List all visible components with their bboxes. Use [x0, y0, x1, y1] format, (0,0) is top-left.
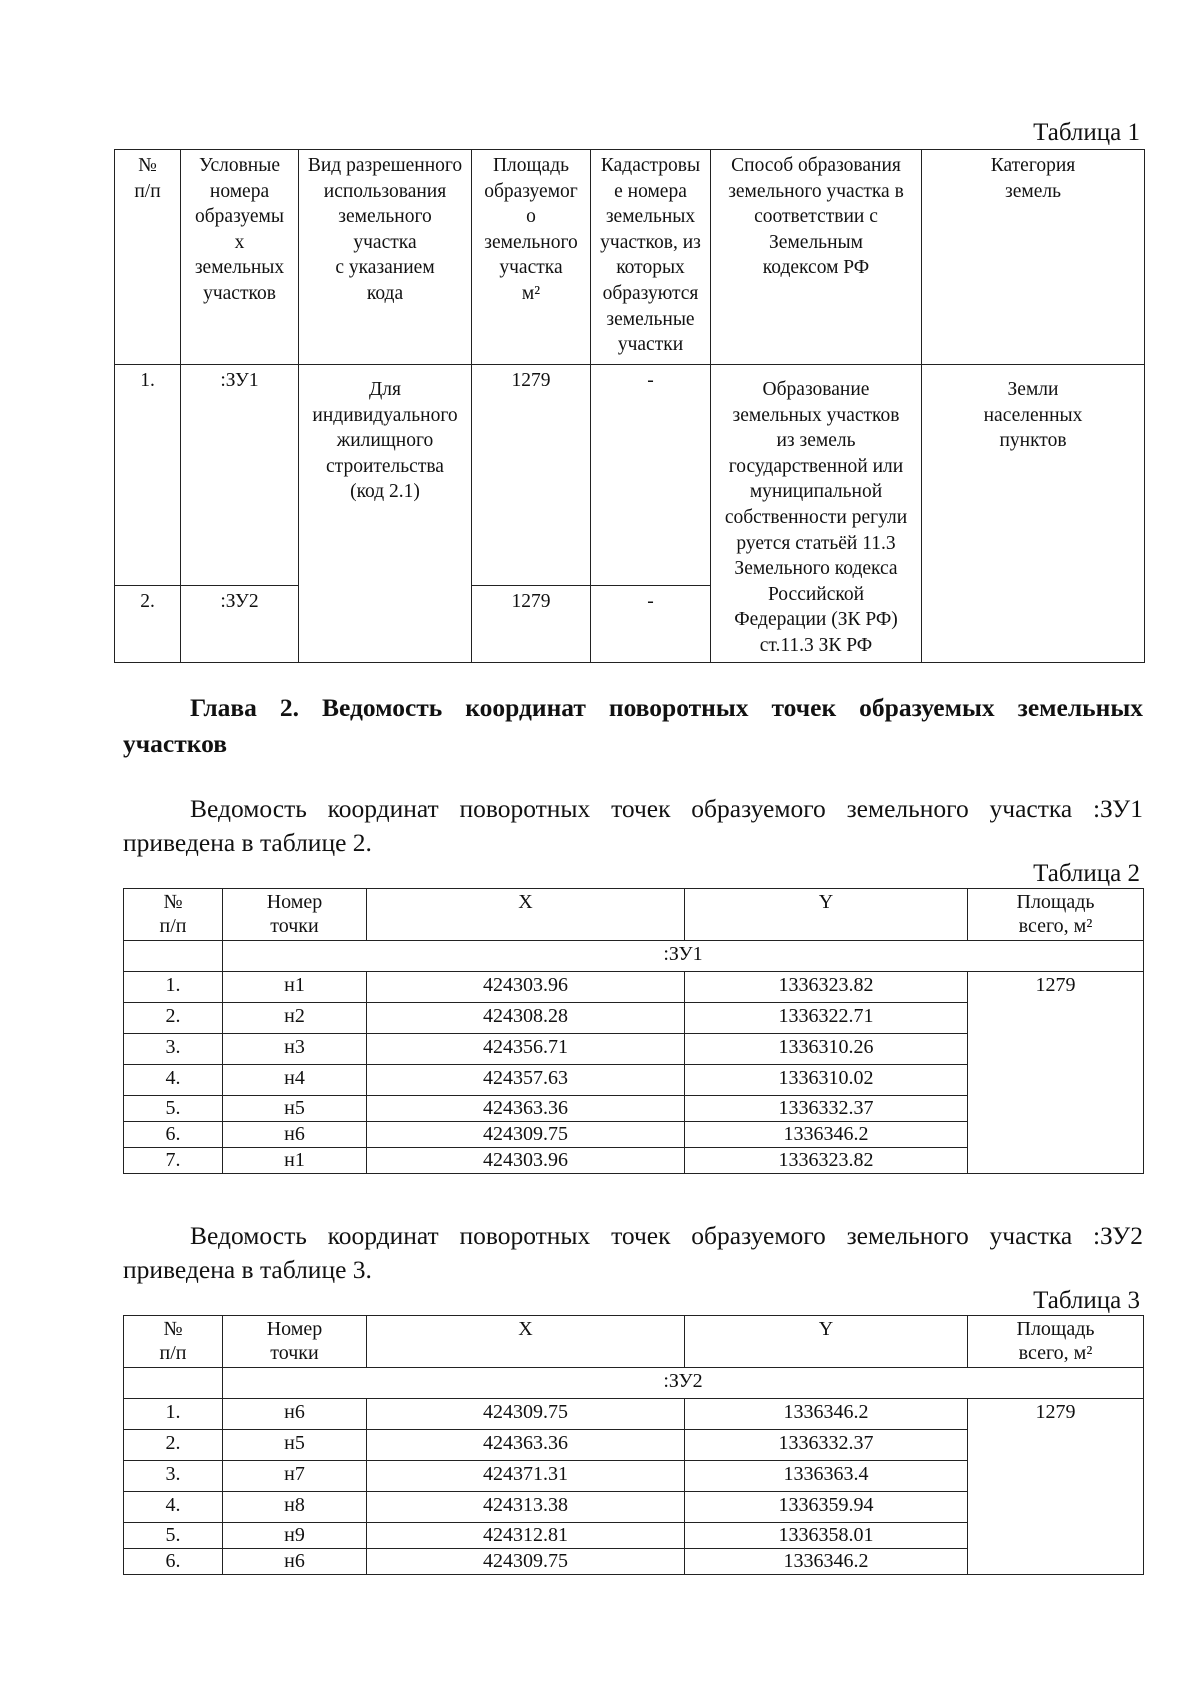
table2-header-row: [124, 889, 1144, 941]
t1-r2-cond: :ЗУ2: [181, 586, 299, 662]
t1-cat-l1: Земли: [1007, 379, 1059, 400]
t3-r5-x: 424312.81: [367, 1523, 685, 1549]
t1-method-l5: муниципальной: [749, 481, 883, 503]
t1-h-area-l4: земельного: [484, 231, 578, 253]
table2-caption: Таблица 2: [1033, 860, 1140, 887]
t1-vid-l3: жилищного: [336, 430, 434, 452]
t1-h-vid-l5: с указанием: [335, 257, 435, 279]
t2-h-point-l2: точки: [270, 915, 319, 937]
t3-r1-point: н6: [223, 1399, 367, 1430]
table1: [114, 149, 1145, 663]
t1-header-num: [115, 150, 181, 365]
t3-r1-num: 1.: [124, 1399, 223, 1430]
t2-r3-point: н3: [223, 1034, 367, 1065]
t2-r2-num: 2.: [124, 1003, 223, 1034]
t2-r7-point: н1: [223, 1148, 367, 1174]
t1-h-cad-l6: образуются: [602, 282, 699, 304]
t1-h-area-l6: м²: [521, 282, 541, 304]
t2-r3-x: 424356.71: [367, 1034, 685, 1065]
t1-h-cad-l8: участки: [617, 334, 684, 356]
t3-r4-num: 4.: [124, 1492, 223, 1523]
t1-h-cad-l4: участков, из: [600, 231, 701, 253]
t1-h-num-l2: п/п: [134, 180, 161, 202]
t1-h-cond-l2: номера: [209, 180, 270, 202]
t1-h-area-l3: о: [526, 206, 536, 228]
t3-r3-num: 3.: [124, 1461, 223, 1492]
t1-cat-l3: пунктов: [999, 430, 1067, 452]
t3-r5-point: н9: [223, 1523, 367, 1549]
t1-h-num-l1: №: [138, 155, 157, 176]
t2-r7-y: 1336323.82: [685, 1148, 968, 1174]
t1-h-method-l4: Земельным: [769, 231, 863, 253]
table2-section-row: [124, 941, 1144, 972]
t1-r1-num: 1.: [115, 365, 181, 586]
t3-r6-y: 1336346.2: [685, 1549, 968, 1575]
t3-r3-x: 424371.31: [367, 1461, 685, 1492]
t1-h-method-l2: земельного участка в: [728, 180, 904, 202]
table3-caption: Таблица 3: [1033, 1287, 1140, 1314]
t2-r1-y: 1336323.82: [685, 972, 968, 1003]
t2-h-x: X: [367, 889, 685, 941]
t3-r6-x: 424309.75: [367, 1549, 685, 1575]
t1-h-cond-l4: х: [234, 231, 245, 253]
t1-category-merged: [922, 365, 1145, 663]
t1-h-cond-l5: земельных: [194, 257, 285, 279]
t1-h-cond-l6: участков: [203, 282, 276, 304]
t1-h-cad-l3: земельных: [605, 206, 696, 228]
table-row: [115, 365, 1145, 586]
t3-r6-point: н6: [223, 1549, 367, 1575]
chapter-line2: участков: [123, 729, 227, 758]
t1-h-method-l5: кодексом РФ: [762, 257, 870, 279]
t2-r5-x: 424363.36: [367, 1096, 685, 1122]
t2-r5-point: н5: [223, 1096, 367, 1122]
t3-r3-point: н7: [223, 1461, 367, 1492]
t2-h-area: [968, 889, 1144, 941]
t2-r1-point: н1: [223, 972, 367, 1003]
t2-r7-x: 424303.96: [367, 1148, 685, 1174]
t2-h-area-l2: всего, м²: [1018, 915, 1093, 937]
t1-header-cad: [591, 150, 711, 365]
t3-h-point-l2: точки: [270, 1342, 319, 1364]
paragraph-zu2: [123, 1219, 1143, 1287]
t1-r1-cad: -: [591, 365, 711, 586]
chapter-heading: [123, 690, 1143, 762]
t2-r2-point: н2: [223, 1003, 367, 1034]
t3-r4-y: 1336359.94: [685, 1492, 968, 1523]
t2-h-num: [124, 889, 223, 941]
para2-line2: приведена в таблице 3.: [123, 1255, 372, 1284]
table3: [123, 1315, 1144, 1575]
t3-r4-point: н8: [223, 1492, 367, 1523]
t1-vid-l4: строительства: [326, 455, 444, 477]
t1-h-vid-l1: Вид разрешенного: [307, 155, 463, 176]
t1-header-category: [922, 150, 1145, 365]
t2-section-empty: [124, 941, 223, 972]
t2-section-label: :ЗУ1: [223, 941, 1144, 972]
t3-r5-y: 1336358.01: [685, 1523, 968, 1549]
t3-h-num-l2: п/п: [159, 1342, 187, 1364]
t2-r5-y: 1336332.37: [685, 1096, 968, 1122]
t2-r4-x: 424357.63: [367, 1065, 685, 1096]
t3-r3-y: 1336363.4: [685, 1461, 968, 1492]
t2-r2-y: 1336322.71: [685, 1003, 968, 1034]
t3-h-area: [968, 1316, 1144, 1368]
t1-h-area-l5: участка: [499, 257, 563, 279]
table1-header-row: [115, 150, 1145, 365]
t3-r2-num: 2.: [124, 1430, 223, 1461]
t1-r2-area: 1279: [472, 586, 591, 662]
t2-h-y: Y: [685, 889, 968, 941]
t3-h-x: X: [367, 1316, 685, 1368]
t3-r6-num: 6.: [124, 1549, 223, 1575]
t2-h-point: [223, 889, 367, 941]
t1-h-cat-l2: земель: [1005, 180, 1061, 202]
table-row: [124, 972, 1144, 1003]
t2-r4-point: н4: [223, 1065, 367, 1096]
t1-h-area-l1: Площадь: [492, 155, 570, 176]
t1-method-l9: Российской: [767, 583, 865, 605]
t2-r1-num: 1.: [124, 972, 223, 1003]
t1-header-method: [711, 150, 922, 365]
table2: [123, 888, 1144, 1174]
t3-r5-num: 5.: [124, 1523, 223, 1549]
t1-header-cond: [181, 150, 299, 365]
t2-r6-x: 424309.75: [367, 1122, 685, 1148]
t3-section-empty: [124, 1368, 223, 1399]
t3-section-label: :ЗУ2: [223, 1368, 1144, 1399]
t2-area: 1279: [968, 972, 1144, 1174]
t2-h-num-l2: п/п: [159, 915, 187, 937]
t1-h-cad-l7: земельные: [606, 308, 695, 330]
t1-vid-merged: [299, 365, 472, 663]
t1-r1-area: 1279: [472, 365, 591, 586]
t1-h-cad-l5: которых: [616, 257, 685, 279]
t3-h-point: [223, 1316, 367, 1368]
t1-h-cond-l3: образуемы: [195, 206, 284, 228]
table3-header-row: [124, 1316, 1144, 1368]
t2-r6-num: 6.: [124, 1122, 223, 1148]
t3-r2-x: 424363.36: [367, 1430, 685, 1461]
t1-h-cad-l2: е номера: [614, 180, 687, 202]
t1-method-l11: ст.11.3 ЗК РФ: [759, 634, 873, 656]
t2-r7-num: 7.: [124, 1148, 223, 1174]
t3-r1-x: 424309.75: [367, 1399, 685, 1430]
t1-method-l8: Земельного кодекса: [734, 558, 898, 580]
t3-r2-point: н5: [223, 1430, 367, 1461]
para1-line2: приведена в таблице 2.: [123, 828, 372, 857]
t1-method-l6: собственности регули: [724, 506, 908, 528]
paragraph-zu1: [123, 792, 1143, 860]
t1-method-merged: [711, 365, 922, 663]
t1-h-vid-l3: земельного: [338, 206, 432, 228]
t3-r2-y: 1336332.37: [685, 1430, 968, 1461]
t1-h-vid-l4: участка: [353, 231, 417, 253]
t1-h-method-l3: соответствии с: [754, 206, 878, 228]
t2-r4-y: 1336310.02: [685, 1065, 968, 1096]
t1-r2-cad: -: [591, 586, 711, 662]
t1-header-vid: [299, 150, 472, 365]
t1-method-l7: руется статьёй 11.3: [736, 532, 896, 554]
t1-method-l1: Образование: [762, 379, 870, 400]
t1-h-vid-l2: использования: [323, 180, 447, 202]
t2-r1-x: 424303.96: [367, 972, 685, 1003]
t3-r1-y: 1336346.2: [685, 1399, 968, 1430]
t1-h-vid-l6: кода: [366, 282, 404, 304]
t3-h-point-l1: Номер: [266, 1318, 323, 1340]
table-row: [124, 1399, 1144, 1430]
t1-method-l3: из земель: [776, 430, 856, 452]
t2-r6-y: 1336346.2: [685, 1122, 968, 1148]
t3-h-num: [124, 1316, 223, 1368]
t1-r1-cond: :ЗУ1: [181, 365, 299, 586]
t1-cat-l2: населенных: [983, 404, 1083, 426]
t2-h-area-l1: Площадь: [1016, 891, 1095, 913]
t1-h-cat-l1: Категория: [990, 155, 1076, 176]
para2-line1: Ведомость координат поворотных точек образуемого земельного участка :ЗУ2: [190, 1221, 1143, 1250]
t1-r2-num: 2.: [115, 586, 181, 662]
t2-h-num-l1: №: [163, 891, 183, 913]
chapter-line1: Глава 2. Ведомость координат поворотных точек образуемых земельных: [190, 693, 1143, 722]
table3-section-row: [124, 1368, 1144, 1399]
t2-r6-point: н6: [223, 1122, 367, 1148]
t2-r2-x: 424308.28: [367, 1003, 685, 1034]
t1-h-cond-l1: Условные: [199, 155, 280, 176]
t1-h-area-l2: образуемог: [484, 180, 578, 202]
table1-caption: Таблица 1: [1033, 119, 1140, 146]
t1-h-cad-l1: Кадастровы: [600, 155, 701, 176]
t3-area: 1279: [968, 1399, 1144, 1575]
t3-h-num-l1: №: [163, 1318, 183, 1340]
t3-h-area-l2: всего, м²: [1018, 1342, 1093, 1364]
t2-r4-num: 4.: [124, 1065, 223, 1096]
t2-h-point-l1: Номер: [266, 891, 323, 913]
t3-h-area-l1: Площадь: [1016, 1318, 1095, 1340]
t2-r3-num: 3.: [124, 1034, 223, 1065]
t1-vid-l1: Для: [368, 379, 401, 400]
para1-line1: Ведомость координат поворотных точек образуемого земельного участка :ЗУ1: [190, 794, 1143, 823]
t1-method-l10: Федерации (ЗК РФ): [734, 609, 898, 631]
t1-method-l4: государственной или: [728, 455, 904, 477]
t2-r3-y: 1336310.26: [685, 1034, 968, 1065]
t1-header-area: [472, 150, 591, 365]
t1-h-method-l1: Способ образования: [731, 155, 901, 176]
t1-vid-l2: индивидуального: [312, 404, 458, 426]
t1-method-l2: земельных участков: [732, 404, 900, 426]
t3-h-y: Y: [685, 1316, 968, 1368]
t2-r5-num: 5.: [124, 1096, 223, 1122]
t3-r4-x: 424313.38: [367, 1492, 685, 1523]
t1-vid-l5: (код 2.1): [350, 481, 420, 503]
